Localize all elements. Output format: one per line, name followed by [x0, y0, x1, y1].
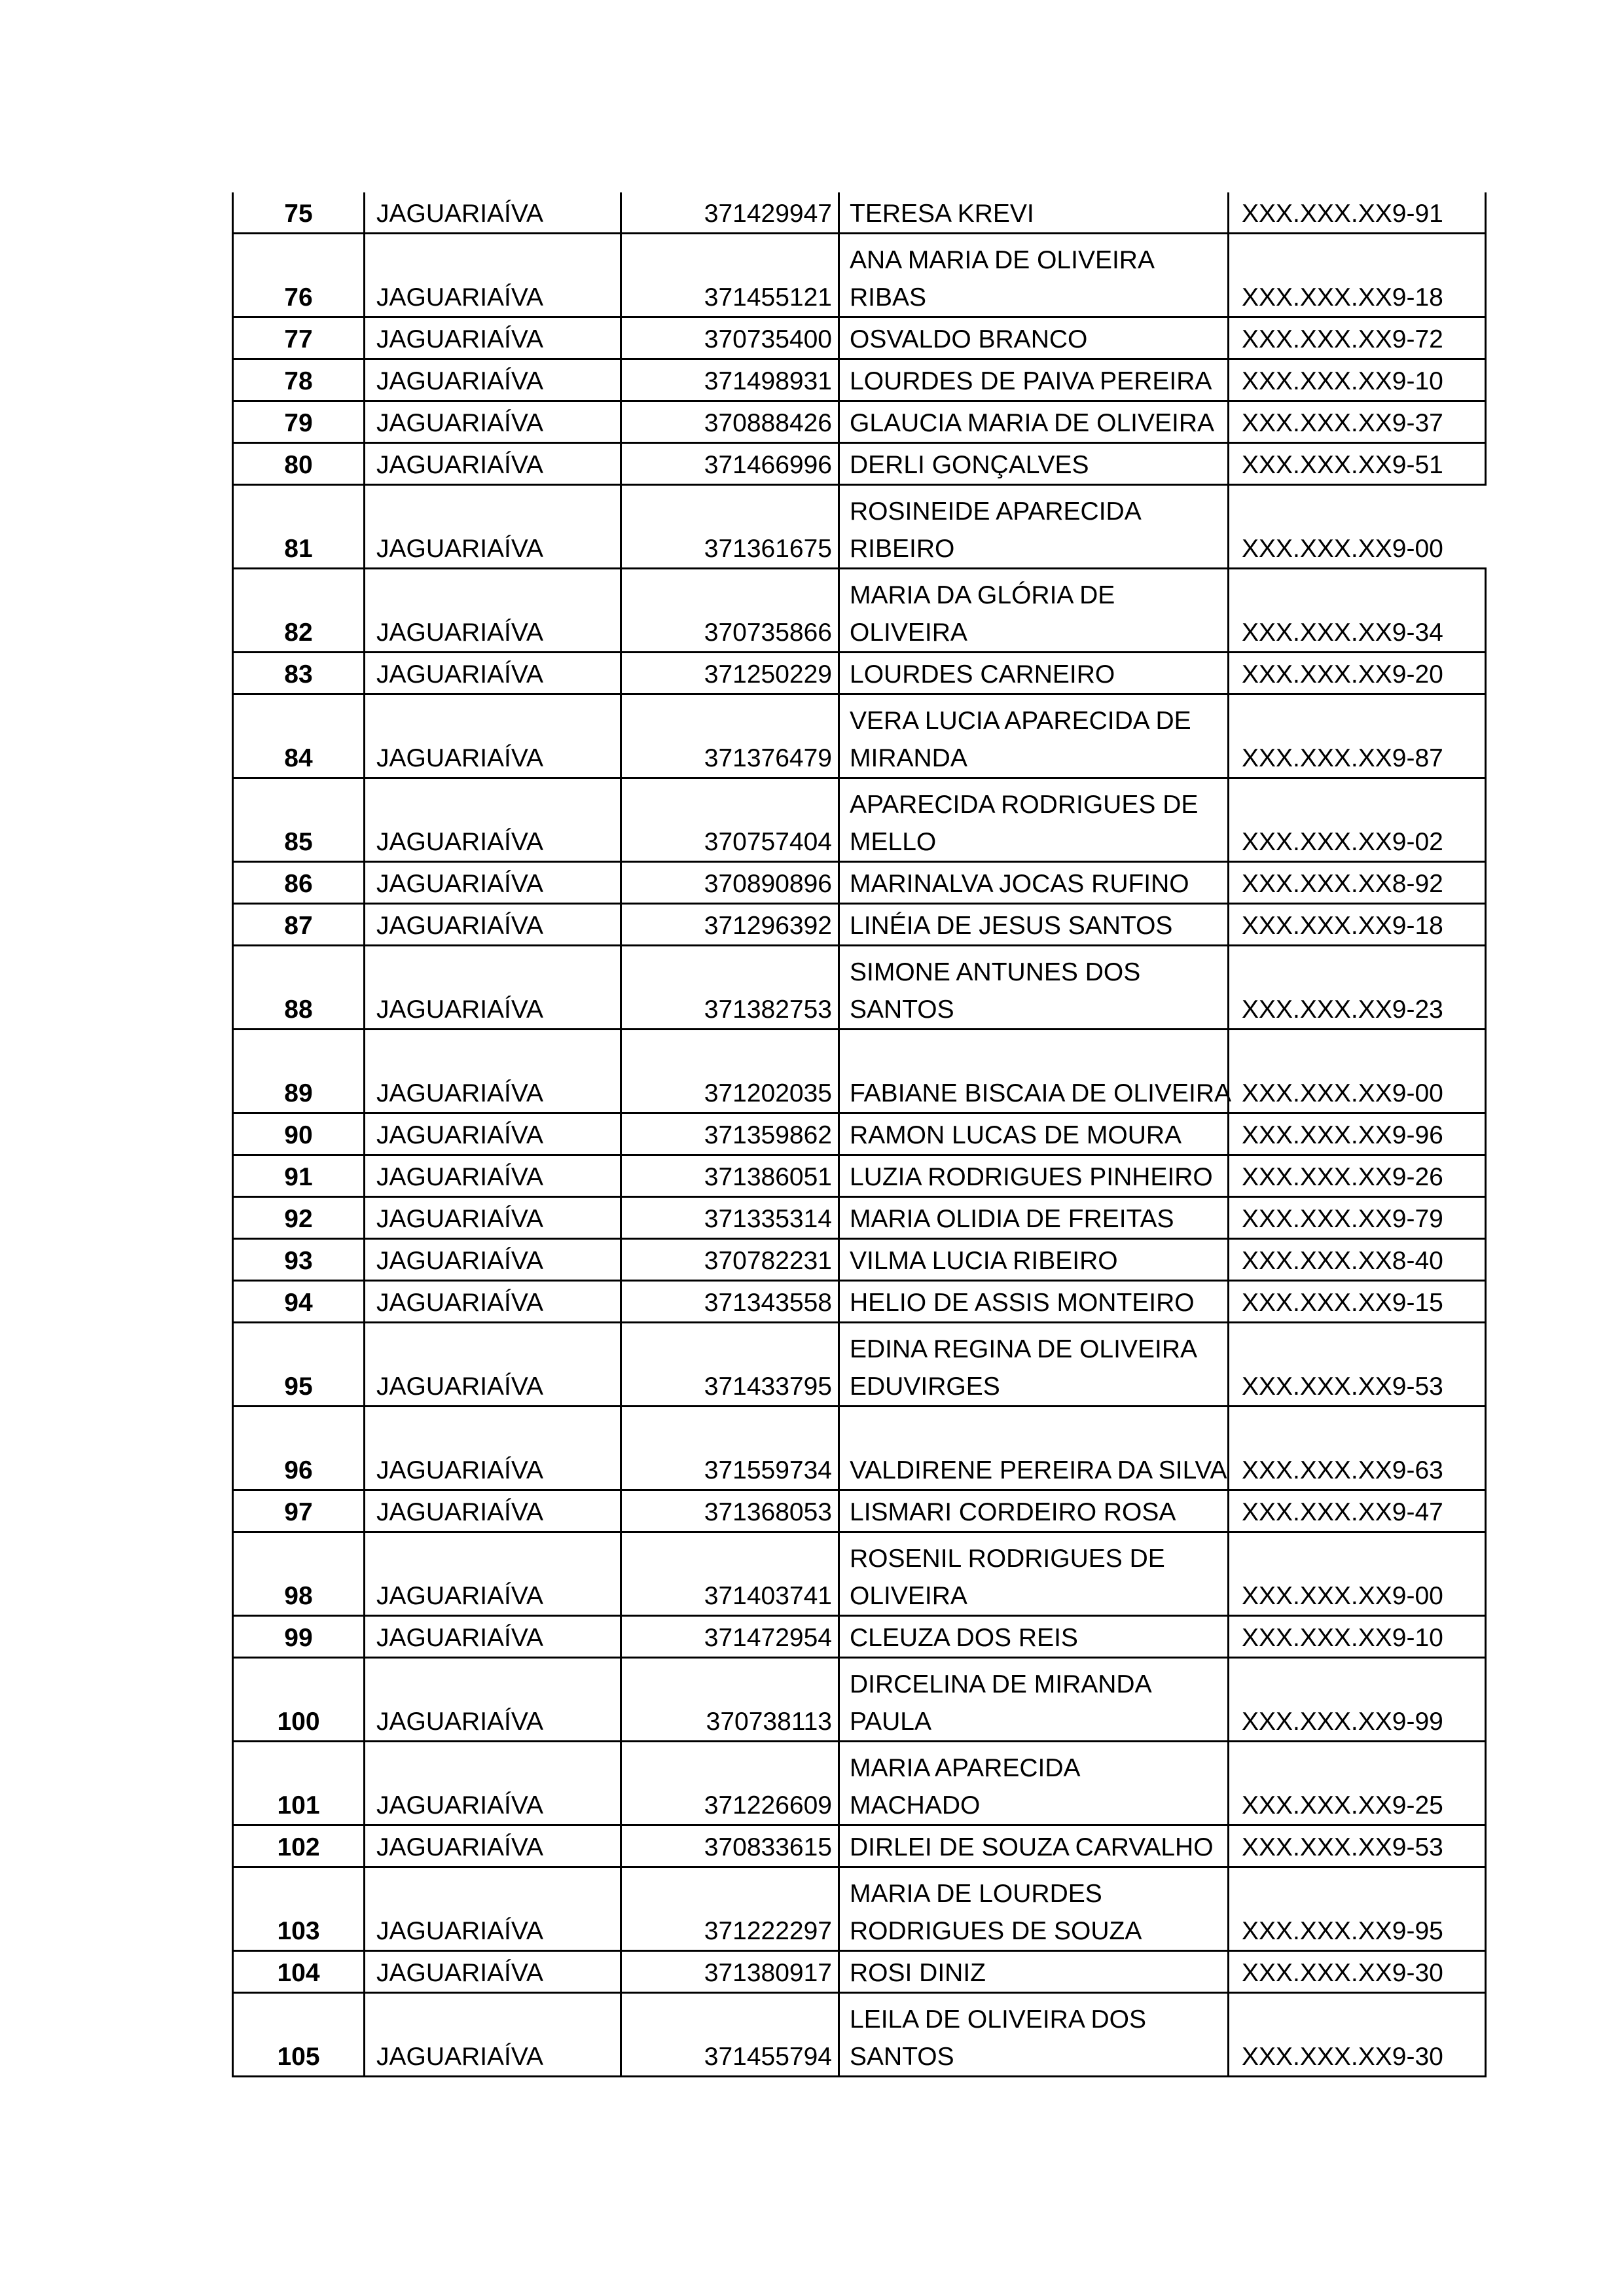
city-cell: JAGUARIAÍVA [363, 402, 620, 442]
row-number: 97 [232, 1491, 363, 1531]
row-number: 90 [232, 1114, 363, 1154]
code-cell: 371559734 [620, 1407, 838, 1489]
code-cell: 370757404 [620, 779, 838, 861]
city-cell: JAGUARIAÍVA [363, 444, 620, 484]
code-cell: 370890896 [620, 863, 838, 903]
table-row [232, 1994, 1487, 2077]
row-number: 78 [232, 360, 363, 400]
name-cell [838, 1533, 1227, 1615]
name-cell [838, 653, 1227, 693]
name-line: RIBEIRO [850, 535, 955, 563]
city-cell: JAGUARIAÍVA [363, 1282, 620, 1321]
name-cell [838, 1240, 1227, 1280]
row-number: 76 [232, 234, 363, 316]
table-row [232, 1156, 1487, 1198]
code-cell: 370833615 [620, 1826, 838, 1866]
name-cell [838, 1323, 1227, 1405]
code-cell: 371455121 [620, 234, 838, 316]
code-cell: 371296392 [620, 905, 838, 944]
code-cell: 371386051 [620, 1156, 838, 1196]
name-line: DIRCELINA DE MIRANDA [850, 1670, 1152, 1698]
name-cell [838, 1742, 1227, 1824]
city-cell: JAGUARIAÍVA [363, 905, 620, 944]
table-row [232, 234, 1487, 318]
city-cell: JAGUARIAÍVA [363, 192, 620, 232]
city-cell: JAGUARIAÍVA [363, 360, 620, 400]
row-number: 77 [232, 318, 363, 358]
row-number: 101 [232, 1742, 363, 1824]
cpf-cell: XXX.XXX.XX9-02 [1227, 779, 1487, 861]
row-number: 99 [232, 1617, 363, 1657]
name-line: MARIA DA GLÓRIA DE [850, 581, 1115, 609]
name-line: ROSINEIDE APARECIDA [850, 497, 1142, 526]
cpf-cell: XXX.XXX.XX8-92 [1227, 863, 1487, 903]
name-cell [838, 234, 1227, 316]
name-line: APARECIDA RODRIGUES DE [850, 791, 1199, 819]
name-line: MARIA DE LOURDES [850, 1880, 1102, 1908]
cpf-cell: XXX.XXX.XX9-95 [1227, 1868, 1487, 1950]
table-row [232, 946, 1487, 1030]
code-cell: 371466996 [620, 444, 838, 484]
city-cell: JAGUARIAÍVA [363, 1826, 620, 1866]
city-cell: JAGUARIAÍVA [363, 1868, 620, 1950]
name-cell [838, 192, 1227, 232]
city-cell: JAGUARIAÍVA [363, 1952, 620, 1992]
name-line: RIBAS [850, 283, 927, 312]
name-line: OLIVEIRA [850, 1582, 967, 1610]
code-cell: 371222297 [620, 1868, 838, 1950]
cpf-cell: XXX.XXX.XX9-00 [1227, 1030, 1487, 1112]
city-cell: JAGUARIAÍVA [363, 1198, 620, 1238]
table-row [232, 1198, 1487, 1240]
name-cell [838, 1826, 1227, 1866]
row-number: 103 [232, 1868, 363, 1950]
name-line: MELLO [850, 828, 937, 856]
name-cell [838, 360, 1227, 400]
row-number: 100 [232, 1659, 363, 1740]
name-line: GLAUCIA MARIA DE OLIVEIRA [850, 409, 1215, 437]
city-cell: JAGUARIAÍVA [363, 653, 620, 693]
cpf-cell: XXX.XXX.XX9-30 [1227, 1994, 1487, 2075]
row-number: 85 [232, 779, 363, 861]
row-number: 83 [232, 653, 363, 693]
cpf-cell: XXX.XXX.XX9-23 [1227, 946, 1487, 1028]
cpf-cell: XXX.XXX.XX9-37 [1227, 402, 1487, 442]
city-cell: JAGUARIAÍVA [363, 1533, 620, 1615]
code-cell: 371368053 [620, 1491, 838, 1531]
table-row [232, 1030, 1487, 1114]
row-number: 96 [232, 1407, 363, 1489]
city-cell: JAGUARIAÍVA [363, 1994, 620, 2075]
row-number: 98 [232, 1533, 363, 1615]
cpf-cell: XXX.XXX.XX9-26 [1227, 1156, 1487, 1196]
name-line: LOURDES DE PAIVA PEREIRA [850, 367, 1212, 395]
name-cell [838, 1282, 1227, 1321]
name-line: OSVALDO BRANCO [850, 325, 1088, 353]
name-line: HELIO DE ASSIS MONTEIRO [850, 1289, 1195, 1317]
name-cell [838, 318, 1227, 358]
row-number: 86 [232, 863, 363, 903]
name-cell [838, 695, 1227, 777]
table-row [232, 360, 1487, 402]
code-cell: 371343558 [620, 1282, 838, 1321]
code-cell: 371380917 [620, 1952, 838, 1992]
city-cell: JAGUARIAÍVA [363, 779, 620, 861]
name-line: SANTOS [850, 2043, 954, 2071]
name-cell [838, 1491, 1227, 1531]
name-cell [838, 1030, 1232, 1112]
code-cell: 371202035 [620, 1030, 838, 1112]
cpf-cell: XXX.XXX.XX9-63 [1227, 1407, 1487, 1489]
cpf-cell: XXX.XXX.XX8-40 [1227, 1240, 1487, 1280]
row-number: 94 [232, 1282, 363, 1321]
row-number: 81 [232, 486, 363, 567]
name-line: RAMON LUCAS DE MOURA [850, 1121, 1182, 1149]
name-cell [838, 905, 1227, 944]
name-cell [838, 402, 1227, 442]
code-cell: 371498931 [620, 360, 838, 400]
name-line: DERLI GONÇALVES [850, 451, 1089, 479]
code-cell: 370735866 [620, 569, 838, 651]
city-cell: JAGUARIAÍVA [363, 1240, 620, 1280]
name-line: RODRIGUES DE SOUZA [850, 1917, 1142, 1945]
city-cell: JAGUARIAÍVA [363, 863, 620, 903]
name-line: SANTOS [850, 996, 954, 1024]
table-row [232, 863, 1487, 905]
code-cell: 371226609 [620, 1742, 838, 1824]
city-cell: JAGUARIAÍVA [363, 695, 620, 777]
table-row [232, 905, 1487, 946]
cpf-cell: XXX.XXX.XX9-00 [1227, 1533, 1487, 1615]
name-line: ANA MARIA DE OLIVEIRA [850, 246, 1155, 274]
code-cell: 371250229 [620, 653, 838, 693]
cpf-cell: XXX.XXX.XX9-15 [1227, 1282, 1487, 1321]
name-cell [838, 1198, 1227, 1238]
city-cell: JAGUARIAÍVA [363, 1659, 620, 1740]
name-cell [838, 569, 1227, 651]
row-number: 105 [232, 1994, 363, 2075]
cpf-cell: XXX.XXX.XX9-91 [1227, 192, 1487, 232]
row-number: 82 [232, 569, 363, 651]
name-cell [838, 946, 1227, 1028]
table-row [232, 1323, 1487, 1407]
code-cell: 371382753 [620, 946, 838, 1028]
row-number: 87 [232, 905, 363, 944]
table-row [232, 318, 1487, 360]
code-cell: 371455794 [620, 1994, 838, 2075]
name-cell [838, 1952, 1227, 1992]
cpf-cell: XXX.XXX.XX9-47 [1227, 1491, 1487, 1531]
city-cell: JAGUARIAÍVA [363, 1323, 620, 1405]
code-cell: 370738113 [620, 1659, 838, 1740]
code-cell: 370782231 [620, 1240, 838, 1280]
table-row [232, 653, 1487, 695]
cpf-cell: XXX.XXX.XX9-53 [1227, 1826, 1487, 1866]
cpf-cell: XXX.XXX.XX9-30 [1227, 1952, 1487, 1992]
table-row [232, 1868, 1487, 1952]
cpf-cell: XXX.XXX.XX9-34 [1227, 569, 1487, 651]
city-cell: JAGUARIAÍVA [363, 1407, 620, 1489]
name-cell [838, 779, 1227, 861]
code-cell: 371335314 [620, 1198, 838, 1238]
row-number: 79 [232, 402, 363, 442]
cpf-cell: XXX.XXX.XX9-20 [1227, 653, 1487, 693]
table-row [232, 1114, 1487, 1156]
city-cell: JAGUARIAÍVA [363, 1491, 620, 1531]
code-cell: 371361675 [620, 486, 838, 567]
name-line: MARIA OLIDIA DE FREITAS [850, 1205, 1174, 1233]
cpf-cell: XXX.XXX.XX9-00 [1227, 486, 1487, 567]
table-row [232, 1952, 1487, 1994]
code-cell: 371403741 [620, 1533, 838, 1615]
name-cell [838, 486, 1227, 567]
row-number: 104 [232, 1952, 363, 1992]
code-cell: 371359862 [620, 1114, 838, 1154]
city-cell: JAGUARIAÍVA [363, 1114, 620, 1154]
name-line: EDINA REGINA DE OLIVEIRA [850, 1335, 1197, 1363]
row-number: 92 [232, 1198, 363, 1238]
cpf-cell: XXX.XXX.XX9-72 [1227, 318, 1487, 358]
name-cell [838, 1156, 1227, 1196]
name-line: MIRANDA [850, 744, 967, 772]
name-line: ROSI DINIZ [850, 1959, 986, 1987]
cpf-cell: XXX.XXX.XX9-99 [1227, 1659, 1487, 1740]
table-row [232, 569, 1487, 653]
city-cell: JAGUARIAÍVA [363, 1742, 620, 1824]
cpf-cell: XXX.XXX.XX9-18 [1227, 234, 1487, 316]
name-line: LISMARI CORDEIRO ROSA [850, 1498, 1176, 1526]
cpf-cell: XXX.XXX.XX9-10 [1227, 1617, 1487, 1657]
city-cell: JAGUARIAÍVA [363, 946, 620, 1028]
name-line: LUZIA RODRIGUES PINHEIRO [850, 1163, 1213, 1191]
city-cell: JAGUARIAÍVA [363, 1617, 620, 1657]
row-number: 88 [232, 946, 363, 1028]
table-row [232, 1742, 1487, 1826]
name-cell [838, 1994, 1227, 2075]
name-cell [838, 1868, 1227, 1950]
name-line: LOURDES CARNEIRO [850, 660, 1115, 689]
name-line: CLEUZA DOS REIS [850, 1624, 1078, 1652]
name-cell [838, 1407, 1227, 1489]
table-row [232, 1659, 1487, 1742]
row-number: 91 [232, 1156, 363, 1196]
name-line: VERA LUCIA APARECIDA DE [850, 707, 1191, 735]
beneficiary-table [232, 192, 1487, 2077]
code-cell: 371433795 [620, 1323, 838, 1405]
name-cell [838, 863, 1227, 903]
name-line: MARIA APARECIDA [850, 1754, 1081, 1782]
cpf-cell: XXX.XXX.XX9-96 [1227, 1114, 1487, 1154]
city-cell: JAGUARIAÍVA [363, 318, 620, 358]
table-row [232, 444, 1487, 486]
row-number: 95 [232, 1323, 363, 1405]
table-row [232, 402, 1487, 444]
name-line: EDUVIRGES [850, 1372, 1000, 1401]
city-cell: JAGUARIAÍVA [363, 1156, 620, 1196]
table-row [232, 1491, 1487, 1533]
table-row [232, 1617, 1487, 1659]
code-cell: 371472954 [620, 1617, 838, 1657]
table-row [232, 1533, 1487, 1617]
city-cell: JAGUARIAÍVA [363, 234, 620, 316]
code-cell: 370735400 [620, 318, 838, 358]
name-line: PAULA [850, 1708, 931, 1736]
name-line: MACHADO [850, 1791, 981, 1820]
name-line: VALDIRENE PEREIRA DA SILVA [850, 1456, 1227, 1484]
row-number: 84 [232, 695, 363, 777]
row-number: 102 [232, 1826, 363, 1866]
code-cell: 371376479 [620, 695, 838, 777]
name-cell [838, 1659, 1227, 1740]
name-line: FABIANE BISCAIA DE OLIVEIRA [850, 1079, 1232, 1107]
name-line: SIMONE ANTUNES DOS [850, 958, 1141, 986]
table-row [232, 695, 1487, 779]
table-row [232, 1282, 1487, 1323]
city-cell: JAGUARIAÍVA [363, 486, 620, 567]
table-row [232, 1826, 1487, 1868]
row-number: 75 [232, 192, 363, 232]
name-line: VILMA LUCIA RIBEIRO [850, 1247, 1118, 1275]
name-cell [838, 1617, 1227, 1657]
cpf-cell: XXX.XXX.XX9-25 [1227, 1742, 1487, 1824]
cpf-cell: XXX.XXX.XX9-87 [1227, 695, 1487, 777]
city-cell: JAGUARIAÍVA [363, 1030, 620, 1112]
cpf-cell: XXX.XXX.XX9-53 [1227, 1323, 1487, 1405]
row-number: 80 [232, 444, 363, 484]
code-cell: 371429947 [620, 192, 838, 232]
row-number: 93 [232, 1240, 363, 1280]
cpf-cell: XXX.XXX.XX9-10 [1227, 360, 1487, 400]
name-line: OLIVEIRA [850, 619, 967, 647]
name-line: LEILA DE OLIVEIRA DOS [850, 2005, 1147, 2034]
name-cell [838, 444, 1227, 484]
table-row [232, 1407, 1487, 1491]
cpf-cell: XXX.XXX.XX9-18 [1227, 905, 1487, 944]
table-row [232, 486, 1487, 569]
table-row [232, 1240, 1487, 1282]
name-line: LINÉIA DE JESUS SANTOS [850, 912, 1173, 940]
row-number: 89 [232, 1030, 363, 1112]
cpf-cell: XXX.XXX.XX9-79 [1227, 1198, 1487, 1238]
name-line: TERESA KREVI [850, 200, 1034, 228]
name-cell [838, 1114, 1227, 1154]
table-row [232, 192, 1487, 234]
cpf-cell: XXX.XXX.XX9-51 [1227, 444, 1487, 484]
city-cell: JAGUARIAÍVA [363, 569, 620, 651]
table-row [232, 779, 1487, 863]
code-cell: 370888426 [620, 402, 838, 442]
name-line: DIRLEI DE SOUZA CARVALHO [850, 1833, 1214, 1861]
name-line: MARINALVA JOCAS RUFINO [850, 870, 1189, 898]
name-line: ROSENIL RODRIGUES DE [850, 1545, 1165, 1573]
